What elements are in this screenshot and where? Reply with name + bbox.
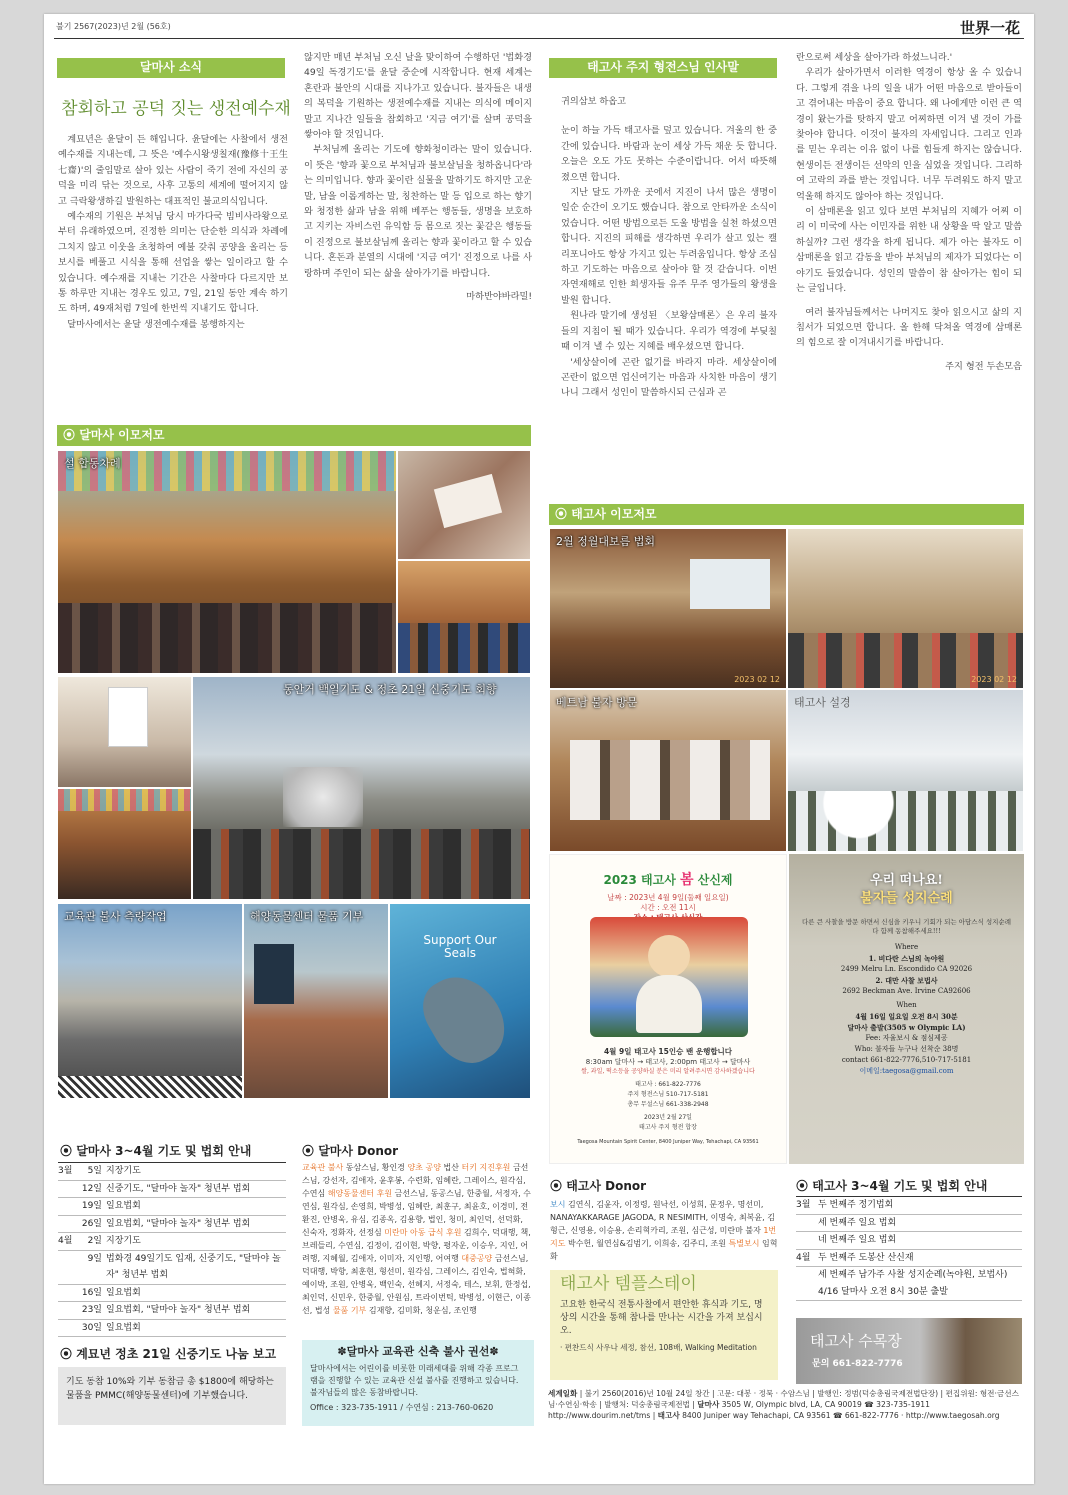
photo-prayer-hall [57, 788, 192, 900]
photo-full-moon-service: 2월 정월대보름 법회 2023 02 12 [549, 528, 787, 689]
railing [58, 1076, 242, 1098]
schedule-row: 4월 2일 지장기도 [58, 1233, 286, 1251]
schedule-row: 19일 일요법회 [58, 1198, 286, 1216]
pilgrimage-poster: 우리 떠나요! 불자들 성지순례 다른 큰 사찰을 방문 하면서 신심을 키우니 기회가 되는 아담스식 성지순례 다 함께 동참해주세요!!! Where 1. 비다란 스님의 녹야원 2499 Melru Ln. Escondido CA 92026 2. 대만 사찰 보법사 2692 Beckman Ave. Irvine CA92606 When 4월 16일 일요일 오전 8시 30분 달마사 출발(3505 w Olympic LA) Fee: 자율보시 & 점심제공 Who: 불자들 누구나 선착순 38명 contact 661-822-7776,510-717-5181 이메일:taegosa@gmail.com [789, 854, 1024, 1164]
schedule-row: 26일 일요법회, "달마야 놀자" 청년부 법회 [58, 1216, 286, 1234]
schedule-row: 9일 법화경 49일기도 입재, 신중기도, "달마야 놀자" 청년부 법회 [58, 1251, 286, 1285]
schedule-row: 4월 두 번째주 도봉산 산신재 [796, 1250, 1022, 1268]
taegosa-donor-title: ⦿ 태고사 Donor [550, 1179, 647, 1193]
dalmasa-donor-title: ⦿ 달마사 Donor [302, 1144, 399, 1158]
dalmasa-donor-list: 교육관 불사 동삼스님, 황인경 양초 공양 법산 터키 지진후원 금선스님, 강선자, 김애자, 윤후봉, 수련화, 임혜란, 그레이스, 원각심, 수연심 해양동물센터 후원 금선스님, 동공스님, 한중월, 서정자, 수연심, 원각심, 손영희, 박병성, 임혜란, 최훈구, 최윤호, 이경미, 전환진, 안병욱, 유심, 김종옥, 김용향, 법인, 청미, 최인덕, 선덕화, 신숙자, 정화자, 선정심 미란마 아동 급식 후원 김희수, 덕대행, 책, 브레들리, 수연심, 김정이, 김이현, 박향, 평자운, 이승우, 지인, 어려행, 지혜월, 김애자, 이미자, 지인행, 어여행 대중공양 금선스님, 덕대행, 박향, 최훈현, 형선미, 원각심, 그레이스, 김인숙, 법혀화, 예이박, 조원, 안병욱, 백인숙, 선혜지, 서정숙, 테스, 보휘, 한정섭, 최인덕, 신민우, 한중월, 안원심, 트라이번틱, 박병성, 이현근, 이종선, 법성 물품 기부 김재향, 김미화, 청운심, 조인행 [302, 1163, 531, 1315]
left-article-sign: 마하반야바라밀! [466, 291, 532, 303]
dalmasa-news-banner: 달마사 소식 [57, 58, 285, 78]
schedule-row: 세 번째주 일요 법회 [796, 1215, 1022, 1233]
temple-stay-box: 태고사 템플스테이 고요한 한국식 전통사찰에서 편안한 휴식과 기도, 명상의 시간을 통해 참나를 만나는 시간을 가져 보십시오. · 편찬드식 사우나 세정, 참선, 108배, Walking Meditation [550, 1270, 778, 1380]
circle-icon: ⦿ [60, 1347, 77, 1361]
photo-marine-center: 해양동물센터 물품 기부 [243, 903, 389, 1099]
left-article-col2: 않지만 매년 부처님 오신 날을 맞이하여 수행하던 '법화경 49일 독경기도'를 윤달 중순에 시작합니다. 현재 세계는 혼란과 불안의 시대를 지나가고 있습니다. 불자들은 내생의 복덕을 기원하는 생전예수재를 지내는 의식에 메이지 말고 지나간 일들을 참회하고 '지금 여기'를 살며 공덕을 쌓아야 할 것입니다. 부처님께 올리는 기도에 향화청이라는 말이 있습니다. 이 뜻은 '향과 꽃으로 부처님과 불보살님을 청하옵니다'라는 의미입니다. 향과 꽃이란 실물을 말하기도 하지만 고운 말, 남을 이롭게하는 말, 칭찬하는 말 등 입으로 하는 향기와 청정한 삶과 남을 위해 베푸는 행동들, 생명을 보호하고 지키는 자비스런 유익함 등 몸으로 짓는 꽃같은 행동들이 진정으로 불보살님께 올리는 향과 꽃이라고 할 수 있습니다. 혼돈과 분열의 시대에 '지금 여기' 진정으로 나를 사랑하며 주인이 되는 삶을 살아가기를 바랍니다. 마하반야바라밀! [304, 50, 532, 420]
article-title: 참회하고 공덕 짓는 생전예수재 [61, 99, 291, 119]
mountain-god-painting [590, 917, 748, 1037]
poster-title: 2023 태고사 봄 산신제 [603, 872, 733, 888]
circle-icon: ⦿ [555, 507, 572, 521]
photo-tea-gathering: 2023 02 12 [787, 528, 1024, 689]
photo-survey-work: 교육관 불사 측량작업 [57, 903, 243, 1099]
dalmasa-schedule-table [58, 1162, 286, 1337]
circle-icon: ⦿ [60, 1144, 77, 1158]
schedule-row: 16일 일요법회 [58, 1285, 286, 1303]
schedule-row: 네 번째주 일요 법회 [796, 1232, 1022, 1250]
report-box: 기도 동참 10%와 기부 동참금 총 $1800에 해당하는 물품을 PMMC(해양동물센터)에 기부했습니다. [58, 1367, 286, 1425]
schedule-row: 12일 신중기도, "달마야 놀자" 청년부 법회 [58, 1181, 286, 1199]
photo-hands-envelopes [397, 450, 531, 560]
photo-temple-gathering [397, 560, 531, 674]
education-hall-box: ✽달마사 교육관 신축 불사 권선✽ 달마사에서는 어린이를 비롯한 미래세대를 위해 각종 프로그램을 진행할 수 있는 교육관 신설 불사를 진행하고 있습니다. 불자님들의 많은 동참바랍니다. Office : 323-735-1911 / 수연심 : 213-760-0620 [302, 1340, 534, 1426]
schedule-row: 3월 두 번째주 정기법회 [796, 1196, 1022, 1215]
taegosa-greeting-banner: 태고사 주지 형전스님 인사말 [549, 58, 777, 78]
dalmasa-photos-stripe: ⦿ 달마사 이모저모 [57, 425, 531, 446]
photo-snow-scene: 태고사 설경 [787, 689, 1024, 852]
snowy-trees [788, 791, 1023, 851]
mountain-spirit-poster: 2023 태고사 봄 산신제 날짜 : 2023년 4월 9일(둘째 일요일) 시간 : 오전 11시 4월 9일 태고사 15인승 밴 운행합니다 8:30am 달마사 → 태고사, 2:00pm 태고사 → 달마사 쌀, 과일, 떡소등을 공양하실 분은 미리 알려주시면 감사하겠습니다 태고사 : 661-822-7776 주지 형전스님 510-717-5181 총무 무설스님 661-338-2948 2023년 2월 27일 태고사 주지 형전 합장 Taegosa Mountain Spirit Center, 8400 Juniper Way, Tehachapi, CA 93561 [549, 854, 787, 1164]
newspaper-page [44, 14, 1034, 1484]
masthead: 世界一花 [959, 19, 1020, 37]
photo-closing-ceremony: 동안거 백일기도 & 정초 21일 신중기도 회향 [192, 676, 531, 900]
circle-icon: ⦿ [796, 1179, 813, 1193]
photo-seal-sign [389, 903, 531, 1099]
taegosa-schedule-table [796, 1196, 1022, 1301]
dalmasa-schedule-title: ⦿ 달마사 3~4월 기도 및 법회 안내 [60, 1144, 252, 1158]
right-article-col2: 란으로써 세상을 살아가라 하셨느니라.' 우리가 살아가면서 이러한 역경이 항상 올 수 있습니다. 그렇게 겪을 나의 일을 내가 어떤 마음으로 받아들이고 겪어내는 마음이 중요 합니다. 왜 나에게만 이런 큰 역경이 왔는가를 탓하지 말고 어찌하면 이겨 낼 것이 가를 찾아야 합니다. 이것이 불자의 자세입니다. 그리고 인과를 믿는 우리는 이유 없이 나를 힘들게 하지는 않습니다. 현생이든 전생이든 선악의 인을 심었을 것입니다. 그리하여 고락의 과를 받는 것입니다. 너무 두려워도 하지 말고 억울해 하지도 않아야 하는 것입니다. 이 삼매론을 읽고 있다 보면 부처님의 지혜가 어찌 이리 이 미국에 사는 이민자를 위한 내 상황을 딱 알고 말씀하실까? 그런 생각을 하게 됩니다. 제가 아는 불자도 이 삼매론을 읽고 감동을 받아 부처님의 제자가 되었다는 이야기도 들었습니다. 성인의 말씀이 참 살아가는 힘이 되는 글입니다. 여러 불자님들께서는 나머지도 찾아 읽으시고 삶의 지침서가 되었으면 합니다. 올 한해 닥쳐올 역경에 삼매론의 힘으로 잘 이겨내시기를 바랍니다. 주지 형전 두손모음 [796, 50, 1022, 490]
smoke [283, 767, 363, 827]
schedule-row: 3월 5일 지장기도 [58, 1162, 286, 1181]
photo-vietnam-visit: 베트남 불자 방문 [549, 689, 787, 852]
circle-icon: ⦿ [63, 428, 80, 442]
right-article-sign: 주지 형전 두손모음 [945, 360, 1022, 372]
issue-line: 불기 2567(2023)년 2월 (56호) [56, 22, 171, 31]
tree-burial-banner: 태고사 수목장 문의 661-822-7776 [796, 1318, 1022, 1384]
circle-icon: ⦿ [302, 1144, 319, 1158]
circle-icon: ⦿ [550, 1179, 567, 1193]
seal-sign-text: Support Our Seals [423, 933, 497, 960]
taegosa-photos-stripe: ⦿ 태고사 이모저모 [549, 504, 1024, 525]
schedule-row: 세 번째주 남가주 사찰 성지순례(녹야원, 보법사) 4/16 달마사 오전 8시 30분 출발 [796, 1267, 1022, 1301]
worshippers [58, 603, 396, 673]
left-article-col1: 계묘년은 윤달이 든 해입니다. 윤달에는 사찰에서 생전예수재를 지내는데, 그 뜻은 '예수시왕생칠재(豫修十王生七齋)'의 줄임말로 살아 있는 사람이 죽기 전에 자신의 공덕을 미리 닦는 것으로, 사후 고통의 세계에 떨어지지 않고 극락왕생하길 발원하는 대표적인 불교의식입니다. 예수재의 기원은 부처님 당시 마가다국 빔비사라왕으로부터 유래하였으며, 진정한 의미는 단순한 의식과 차례에 그치지 않고 이웃을 초청하여 예불 갖춰 공양을 올리는 등 보시를 베풀고 시식을 통해 선업을 쌓는 일이라고 할 수 있습니다. 예수재를 지내는 기간은 사찰마다 다르지만 보통 하루만 지내는 경우도 있고, 7일, 21일 동안 계속 하기도 하며, 49재처럼 7일에 한번씩 지내기도 합니다. 달마사에서는 윤달 생전예수재를 봉행하지는 [58, 134, 288, 330]
schedule-row: 23일 일요법회, "달마야 놀자" 청년부 법회 [58, 1302, 286, 1320]
report-title: ⦿ 계묘년 정초 21일 신중기도 나눔 보고 [60, 1347, 277, 1361]
photo-hanging-paper [57, 676, 192, 788]
taegosa-donor-list: 보시 김연식, 김윤자, 이정령, 원낙선, 이성희, 문정우, 명선미, NANAYAKKARAGE JAGODA, R NESIMITH, 이명숙, 최복윤, 김형근, 신영용, 이승용, 손리혁카리, 조원, 심근성, 미란마 불자 1번지도 박수헌, 월연심&김범기, 이희송, 김주디, 조원 특별보시 임혁화 [550, 1200, 778, 1261]
masthead-footer: 세계일화 | 불기 2560(2016)년 10월 24일 창간 | 고문: 대봉 · 정묵 · 수암스님 | 발행인: 정범(덕숭총림국제전법단장) | 편집위원: 형전·금선스님·수연심·학송 | 발행처: 덕숭총림국제전법 | 달마사 3505 W, Olympic blvd, LA, CA 90019 ☎ 323-735-1911 http://www.dourim.net/tms | 태고사 8400 Juniper way Tehachapi, CA 93561 ☎ 661-822-7776 · http://www.taegosah.org [548, 1389, 1019, 1420]
right-article-col1: 귀의삼보 하옵고 눈이 하늘 가득 태고사를 덮고 있습니다. 겨울의 한 중간에 있습니다. 바람과 눈이 세상 가득 채운 듯 합니다. 오늘은 오도 가도 못하는 수준이랍니다. 어서 따뜻해 졌으면 합니다. 지난 달도 가까운 곳에서 지진이 나서 많은 생명이 일순 순간이 오기도 했습니다. 참으로 안타까운 소식이었습니다. 어떤 방법으로든 도울 방법을 실천 하셨으면 합니다. 지진의 피해를 생각하면 우리가 살고 있는 캘리포니아도 항상 가지고 있는 두려움입니다. 항상 조심하고 기도하는 마음으로 살아야 할 것 같습니다. 이번 자연재해로 인한 희생자들 유주 무주 영가들의 왕생을 발원 합니다. 원나라 말기에 생성된 〈보왕삼매론〉은 우리 불자들의 지침이 될 때가 있습니다. 우리가 역경에 부딪칠 때 이겨 낼 수 있는 지혜를 배우셨으면 합니다. '세상살이에 곤란 없기를 바라지 마라. 세상살이에 곤란이 없으면 업신여기는 마음과 사치한 마음이 생기나니 그래서 성인이 말씀하시되 근심과 곤 [561, 96, 777, 399]
header-rule [54, 38, 1024, 39]
window [690, 559, 770, 609]
photo-lunar-new-year-rite: 설 합동차례 [57, 450, 397, 674]
taegosa-schedule-title: ⦿ 태고사 3~4월 기도 및 법회 안내 [796, 1179, 988, 1193]
seal-figure [412, 963, 518, 1076]
schedule-row: 30일 일요법회 [58, 1320, 286, 1338]
